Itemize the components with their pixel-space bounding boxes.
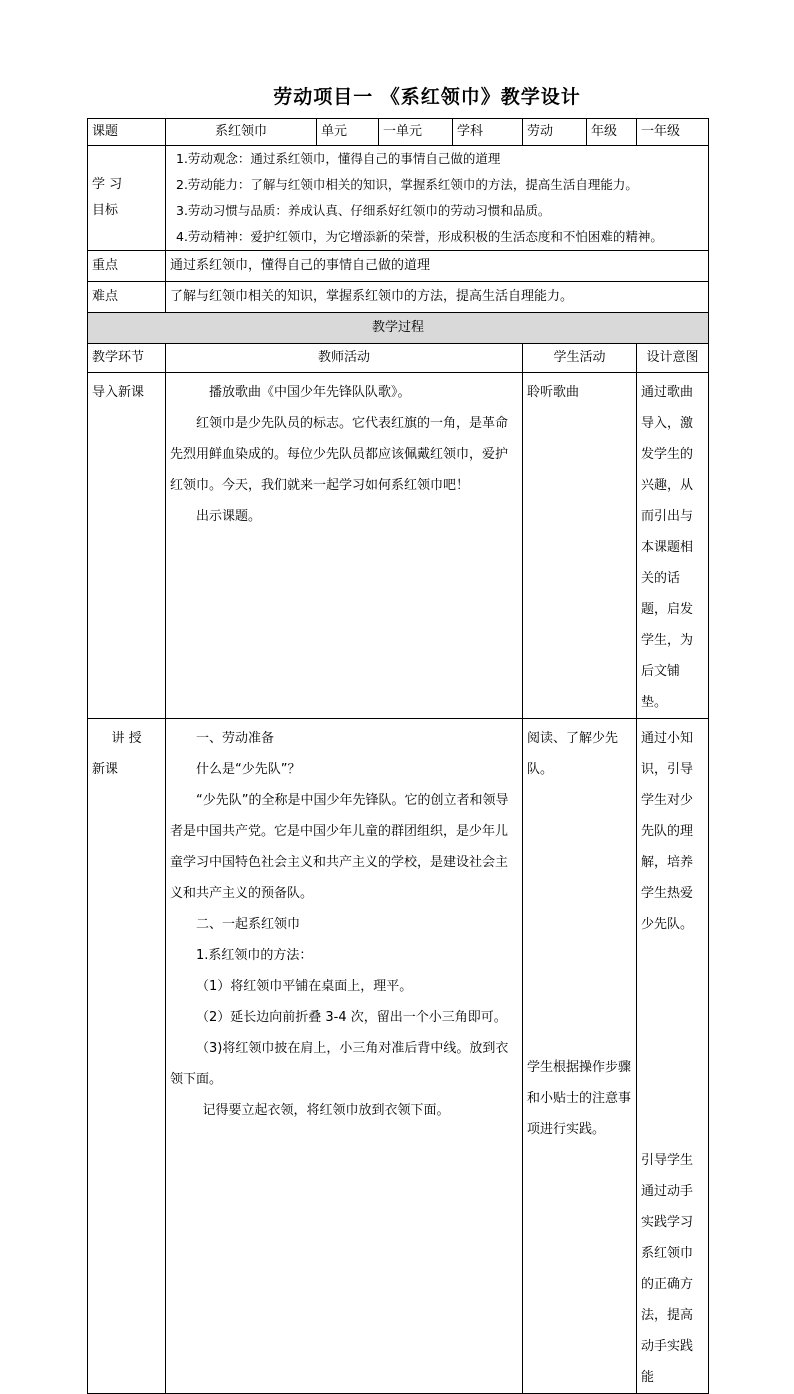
- difficulty-label: 难点: [88, 282, 166, 313]
- topic-value: 系红领巾: [166, 119, 317, 146]
- key-point-row: [88, 251, 709, 282]
- process-header: 教学过程: [88, 313, 709, 344]
- stage-intro: 导入新课: [88, 373, 166, 719]
- column-header-stage: 教学环节: [88, 344, 166, 373]
- goals-row: [88, 146, 709, 251]
- info-row: [88, 119, 709, 146]
- grade-value: 一年级: [637, 119, 709, 146]
- table-row-new-lesson: [88, 719, 709, 1394]
- table-row-intro: [88, 373, 709, 719]
- unit-label: 单元: [317, 119, 379, 146]
- column-header-student: 学生活动: [523, 344, 637, 373]
- subject-label: 学科: [453, 119, 523, 146]
- design-intent-new-lesson: 通过小知识，引导学生对少先队的理解，培养学生热爱少先队。 引导学生通过动手实践学习系红领巾的正确方法，提高动手实践能: [637, 719, 709, 1394]
- key-point-value: 通过系红领巾，懂得自己的事情自己做的道理: [166, 251, 709, 282]
- column-header-row: [88, 344, 709, 373]
- document-title: 劳动项目一 《系红领巾》教学设计: [273, 86, 581, 108]
- goals-content: [166, 146, 709, 251]
- student-activity-new-lesson: 阅读、了解少先队。 学生根据操作步骤和小贴士的注意事项进行实践。: [523, 719, 637, 1394]
- goal-item: 1.劳动观念：通过系红领巾，懂得自己的事情自己做的道理: [176, 151, 501, 166]
- key-point-label: 重点: [88, 251, 166, 282]
- unit-value: 一单元: [379, 119, 453, 146]
- goal-item: 2.劳动能力：了解与红领巾相关的知识，掌握系红领巾的方法，提高生活自理能力。: [176, 177, 638, 192]
- column-header-intent: 设计意图: [637, 344, 709, 373]
- process-header-row: [88, 313, 709, 344]
- stage-new-lesson: 讲 授 新课: [88, 719, 166, 1394]
- teacher-activity-intro: 播放歌曲《中国少年先锋队队歌》。 红领巾是少先队员的标志。它代表红旗的一角，是革命先烈用鲜血染成的。每位少先队员都应该佩戴红领巾，爱护红领巾。今天，我们就来一起学习如何系红领巾吧！ 出示课题。: [166, 373, 523, 719]
- goal-item: 3.劳动习惯与品质：养成认真、仔细系好红领巾的劳动习惯和品质。: [176, 203, 551, 218]
- column-header-teacher: 教师活动: [166, 344, 523, 373]
- topic-label: 课题: [88, 119, 166, 146]
- goal-item: 4.劳动精神：爱护红领巾，为它增添新的荣誉，形成积极的生活态度和不怕困难的精神。: [176, 229, 663, 244]
- grade-label: 年级: [587, 119, 637, 146]
- difficulty-value: 了解与红领巾相关的知识，掌握系红领巾的方法，提高生活自理能力。: [166, 282, 709, 313]
- design-intent-intro: 通过歌曲导入，激发学生的兴趣，从而引出与本课题相关的话题，启发学生，为后文铺垫。: [637, 373, 709, 719]
- goals-label: 学 习 目标: [88, 146, 166, 251]
- difficulty-row: [88, 282, 709, 313]
- student-activity-intro: 聆听歌曲: [523, 373, 637, 719]
- subject-value: 劳动: [523, 119, 587, 146]
- teacher-activity-new-lesson: 一、劳动准备 什么是“少先队”？ “少先队”的全称是中国少年先锋队。它的创立者和领导者是中国共产党。它是中国少年儿童的群团组织，是少年儿童学习中国特色社会主义和共产主义的学校，是建设社会主义和共产主义的预备队。 二、一起系红领巾 1.系红领巾的方法： （1）将红领巾平铺在桌面上，理平。 （2）延长边向前折叠 3-4 次，留出一个小三角即可。 （3)将红领巾披在肩上，小三角对准后背中线。放到衣领下面。 记得要立起衣领，将红领巾放到衣领下面。: [166, 719, 523, 1394]
- lesson-plan-table: [87, 118, 709, 1394]
